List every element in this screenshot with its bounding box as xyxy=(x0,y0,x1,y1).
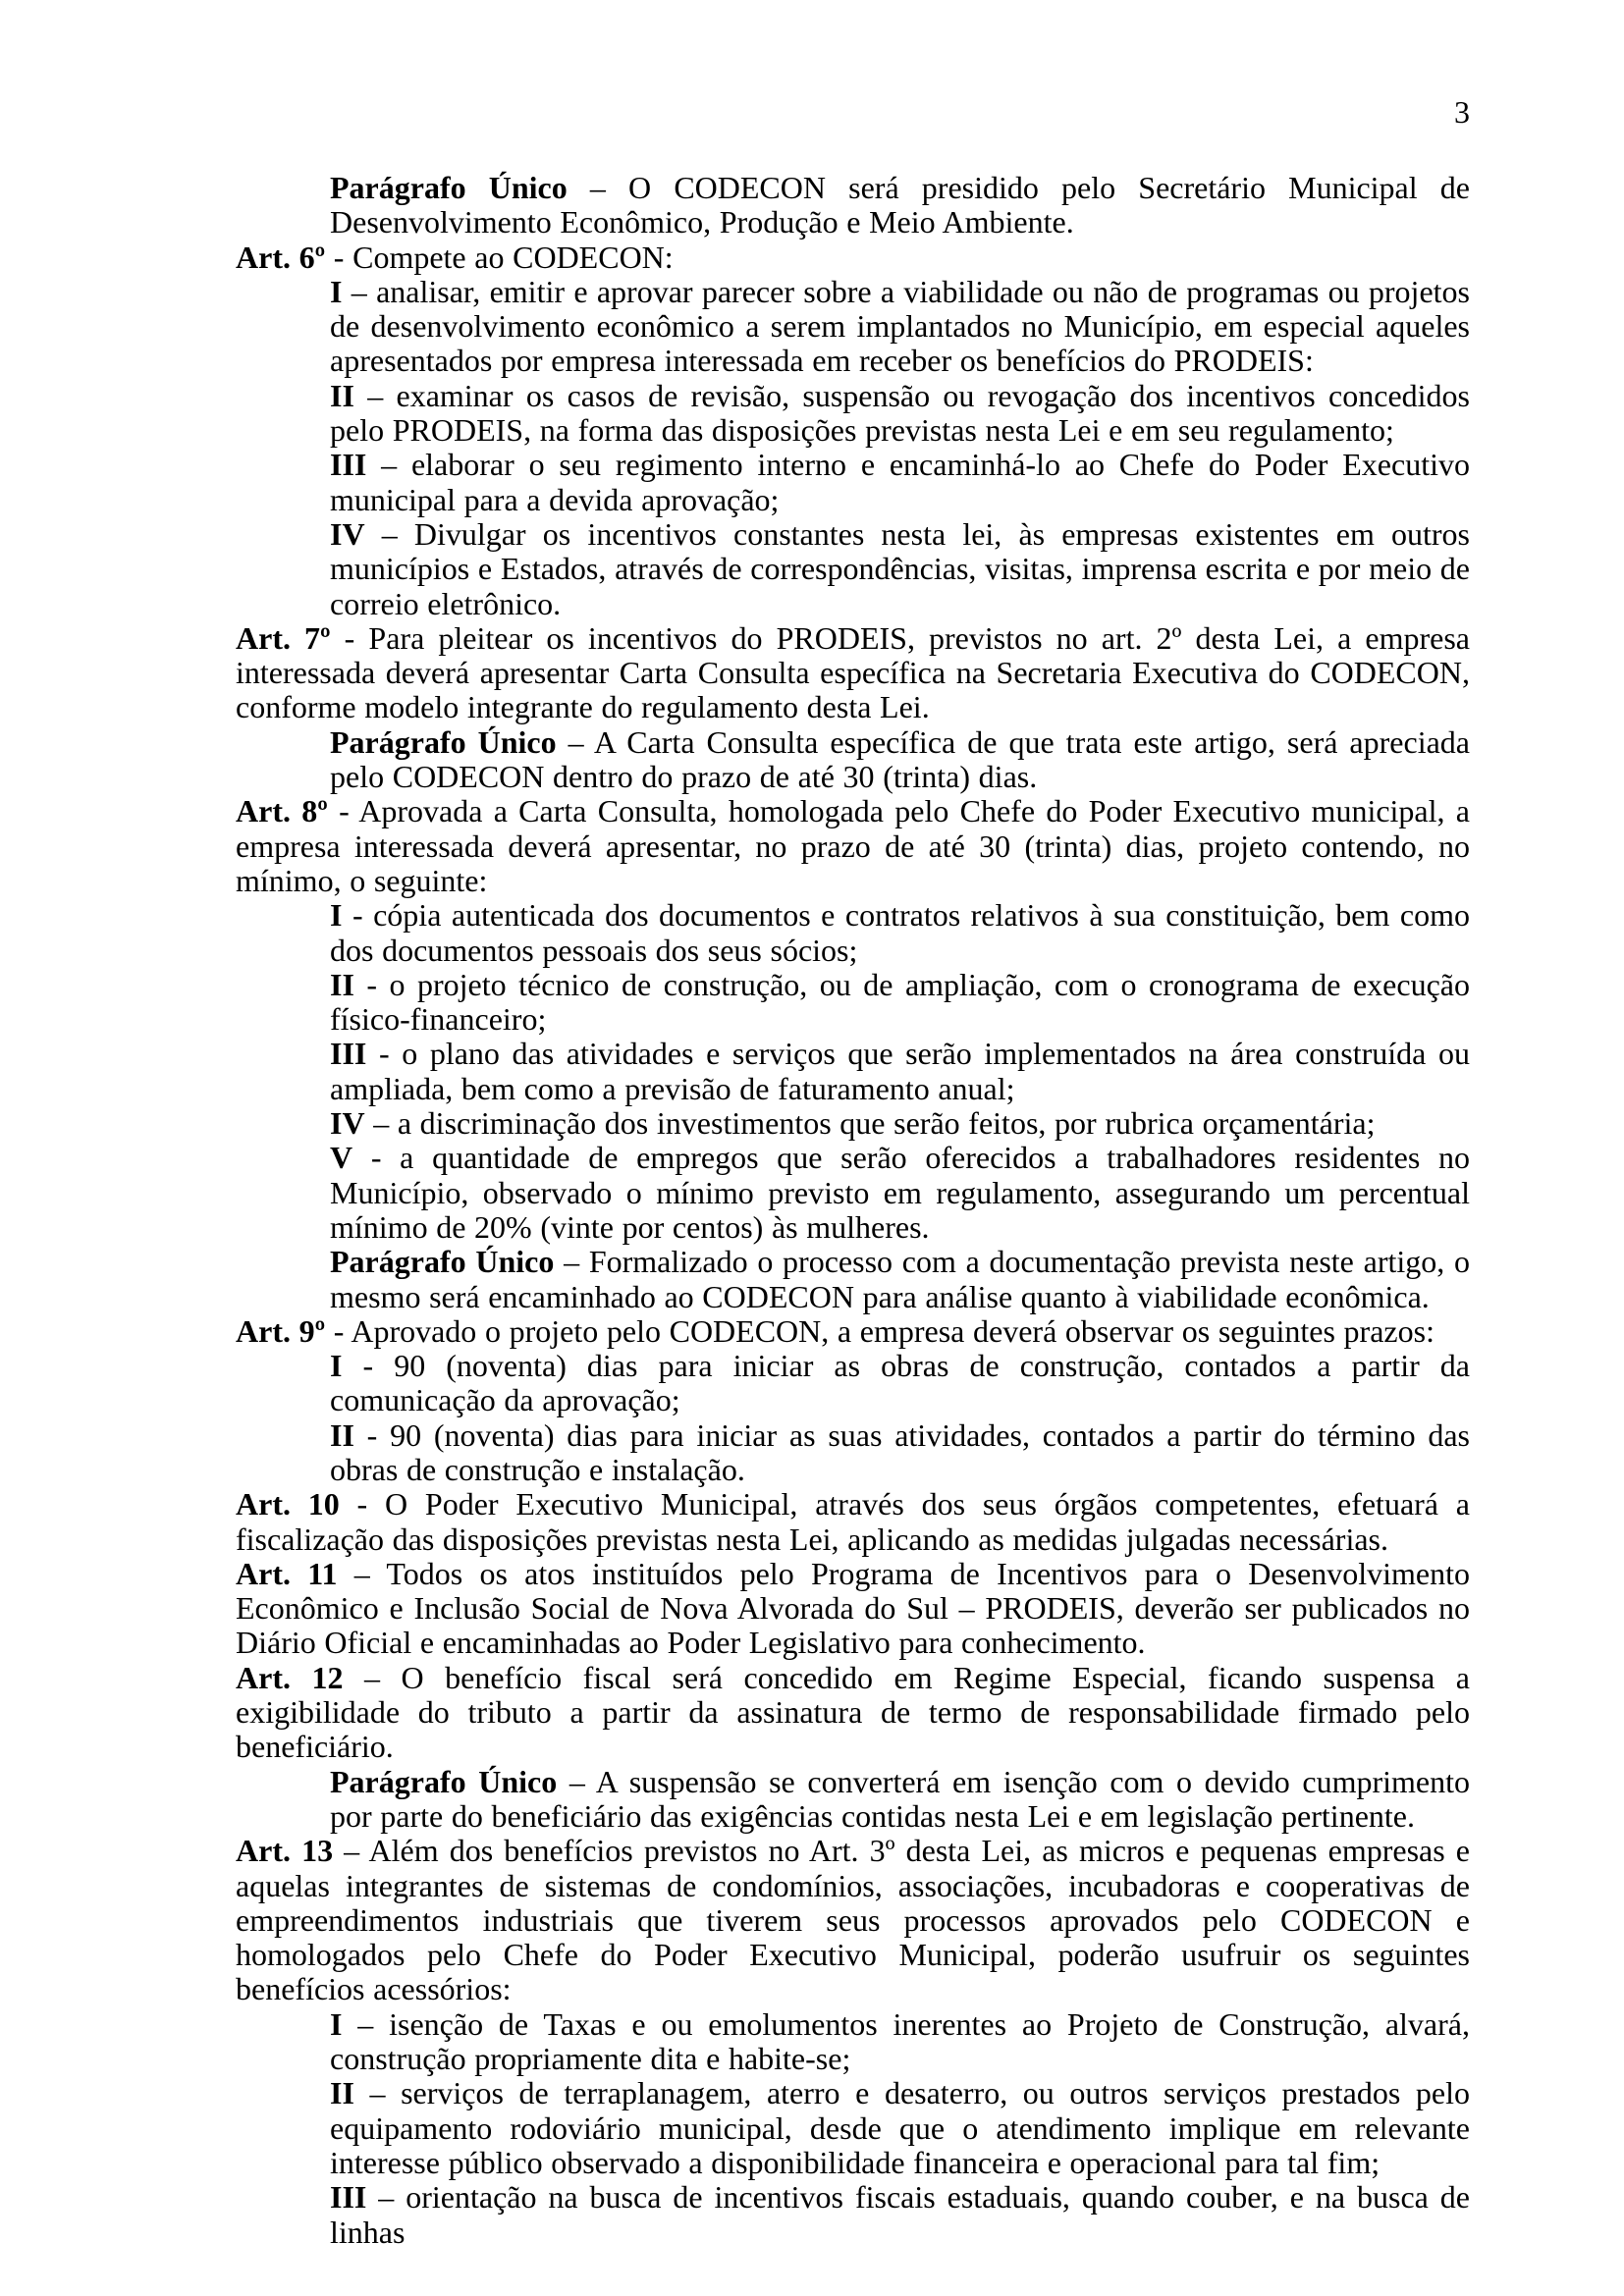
paragraph xyxy=(330,968,1470,1038)
text-run: - o plano das atividades e serviços que serão implementados na área construída ou ampliada, bem como a previsão de faturamento anual; xyxy=(330,1036,1470,1106)
text-run: - cópia autenticada dos documentos e contratos relativos à sua constituição, bem como dos documentos pessoais dos seus sócios; xyxy=(330,897,1470,968)
text-run: – examinar os casos de revisão, suspensão ou revogação dos incentivos concedidos pelo PRODEIS, na forma das disposições previstas nesta Lei e em seu regulamento; xyxy=(330,377,1470,449)
text-run-bold: Art. 13 xyxy=(236,1833,334,1869)
text-run-bold: Parágrafo Único xyxy=(330,1763,558,1799)
text-run: – A suspensão se converterá em isenção com o devido cumprimento por parte do beneficiário das exigências contidas nesta Lei e em legislação pertinente. xyxy=(330,1763,1471,1834)
text-run: - 90 (noventa) dias para iniciar as suas atividades, contados a partir do término das obras de construção e instalação. xyxy=(330,1416,1470,1487)
text-run: – Além dos benefícios previstos no Art. 3º desta Lei, as micros e pequenas empresas e aquelas integrantes de sistemas de condomínios, associações, incubadoras e cooperativas de empreendimentos industriais que tiverem seus processos aprovados pelo CODECON e homologados pelo Chefe do Poder Executivo Municipal, poderão usufruir os seguintes benefícios acessórios: xyxy=(236,1833,1470,2007)
paragraph xyxy=(236,1314,1470,1349)
text-run-bold: I xyxy=(330,2005,343,2042)
text-run-bold: Art. 9º xyxy=(236,1312,326,1349)
paragraph xyxy=(330,1141,1470,1245)
paragraph xyxy=(330,1106,1470,1141)
text-run-bold: II xyxy=(330,2075,354,2111)
text-run-bold: Art. 11 xyxy=(236,1555,338,1591)
text-run-bold: III xyxy=(330,2179,367,2216)
text-run-bold: II xyxy=(330,966,354,1002)
text-run: – A Carta Consulta específica de que trata este artigo, será apreciada pelo CODECON dentro do prazo de até 30 (trinta) dias. xyxy=(330,723,1470,795)
text-run: – Divulgar os incentivos constantes nesta lei, às empresas existentes em outros municípios e Estados, através de correspondências, visitas, imprensa escrita e por meio de correio eletrônico. xyxy=(330,515,1470,621)
paragraph xyxy=(330,1418,1470,1488)
text-run: - 90 (noventa) dias para iniciar as obras de construção, contados a partir da comunicação da aprovação; xyxy=(330,1348,1470,1418)
text-run-bold: I xyxy=(330,1348,343,1384)
text-run: – a discriminação dos investimentos que serão feitos, por rubrica orçamentária; xyxy=(364,1105,1376,1142)
text-run: - O Poder Executivo Municipal, através dos seus órgãos competentes, efetuará a fiscalização das disposições previstas nesta Lei, aplicando as medidas julgadas necessárias. xyxy=(236,1486,1470,1557)
paragraph xyxy=(236,794,1470,898)
text-run: – Formalizado o processo com a documentação prevista neste artigo, o mesmo será encaminhado ao CODECON para análise quanto à viabilidade econômica. xyxy=(330,1244,1471,1314)
text-run-bold: Art. 8º xyxy=(236,793,328,829)
text-run-bold: Art. 10 xyxy=(236,1486,340,1522)
paragraph xyxy=(330,1349,1470,1418)
text-run: - Para pleitear os incentivos do PRODEIS, previstos no art. 2º desta Lei, a empresa interessada deverá apresentar Carta Consulta específica na Secretaria Executiva do CODECON, conforme modelo integrante do regulamento desta Lei. xyxy=(236,619,1470,725)
text-run: - Aprovada a Carta Consulta, homologada pelo Chefe do Poder Executivo municipal, a empresa interessada deverá apresentar, no prazo de até 30 (trinta) dias, projeto contendo, no mínimo, o seguinte: xyxy=(236,793,1470,898)
text-run-bold: Art. 12 xyxy=(236,1659,344,1695)
text-run: – serviços de terraplanagem, aterro e desaterro, ou outros serviços prestados pelo equipamento rodoviário municipal, desde que o atendimento implique em relevante interesse público observado a disponibilidade financeira e operacional para tal fim; xyxy=(330,2075,1470,2180)
text-run: - Compete ao CODECON: xyxy=(325,239,674,275)
paragraph xyxy=(330,517,1470,621)
paragraph xyxy=(330,2076,1470,2180)
text-run-bold: IV xyxy=(330,1105,365,1142)
paragraph xyxy=(330,275,1470,379)
text-run: – analisar, emitir e aprovar parecer sobre a viabilidade ou não de programas ou projetos de desenvolvimento econômico a serem implantados no Município, em especial aqueles apresentados por empresa interessada em receber os benefícios do PRODEIS: xyxy=(330,273,1470,379)
text-run: – O benefício fiscal será concedido em Regime Especial, ficando suspensa a exigibilidade do tributo a partir da assinatura de termo de responsabilidade firmado pelo beneficiário. xyxy=(236,1659,1470,1765)
text-run-bold: III xyxy=(330,447,367,483)
text-run-bold: IV xyxy=(330,515,365,552)
text-run: - a quantidade de empregos que serão oferecidos a trabalhadores residentes no Município, observado o mínimo previsto em regulamento, assegurando um percentual mínimo de 20% (vinte por centos) às mulheres. xyxy=(330,1140,1470,1245)
paragraph xyxy=(330,2180,1470,2250)
text-run-bold: II xyxy=(330,377,354,413)
text-run: - Aprovado o projeto pelo CODECON, a empresa deverá observar os seguintes prazos: xyxy=(325,1312,1435,1349)
text-run-bold: III xyxy=(330,1036,367,1072)
text-run-bold: Parágrafo Único xyxy=(330,170,568,205)
text-run-bold: Art. 7º xyxy=(236,619,331,656)
paragraph xyxy=(236,240,1470,275)
paragraph xyxy=(236,621,1470,725)
paragraph xyxy=(236,1834,1470,2006)
text-run-bold: Parágrafo Único xyxy=(330,723,557,760)
text-run: – isenção de Taxas e ou emolumentos inerentes ao Projeto de Construção, alvará, construção propriamente dita e habite-se; xyxy=(330,2005,1470,2077)
paragraph xyxy=(330,448,1470,517)
paragraph xyxy=(330,379,1470,449)
paragraph xyxy=(330,725,1470,795)
paragraph xyxy=(330,898,1470,968)
text-run-bold: Art. 6º xyxy=(236,239,326,275)
paragraph xyxy=(236,1557,1470,1661)
text-run: – Todos os atos instituídos pelo Programa de Incentivos para o Desenvolvimento Econômico e Inclusão Social de Nova Alvorada do Sul – PRODEIS, deverão ser publicados no Diário Oficial e encaminhadas ao Poder Legislativo para conhecimento. xyxy=(236,1555,1470,1661)
text-run: – elaborar o seu regimento interno e encaminhá-lo ao Chefe do Poder Executivo municipal para a devida aprovação; xyxy=(330,447,1470,517)
document-body xyxy=(236,171,1470,2250)
paragraph xyxy=(330,171,1470,240)
paragraph xyxy=(236,1661,1470,1765)
text-run-bold: II xyxy=(330,1416,354,1453)
paragraph xyxy=(236,1487,1470,1557)
paragraph xyxy=(330,1245,1470,1314)
paragraph xyxy=(330,2007,1470,2077)
paragraph xyxy=(330,1037,1470,1106)
text-run-bold: Parágrafo Único xyxy=(330,1244,555,1280)
page-number: 3 xyxy=(1454,94,1470,130)
text-run-bold: V xyxy=(330,1140,353,1176)
text-run-bold: I xyxy=(330,897,343,934)
text-run: – O CODECON será presidido pelo Secretário Municipal de Desenvolvimento Econômico, Produção e Meio Ambiente. xyxy=(330,170,1471,240)
text-run: - o projeto técnico de construção, ou de ampliação, com o cronograma de execução físico-financeiro; xyxy=(330,966,1470,1038)
text-run-bold: I xyxy=(330,273,343,309)
paragraph xyxy=(330,1765,1470,1835)
text-run: – orientação na busca de incentivos fiscais estaduais, quando couber, e na busca de linhas xyxy=(330,2179,1470,2250)
